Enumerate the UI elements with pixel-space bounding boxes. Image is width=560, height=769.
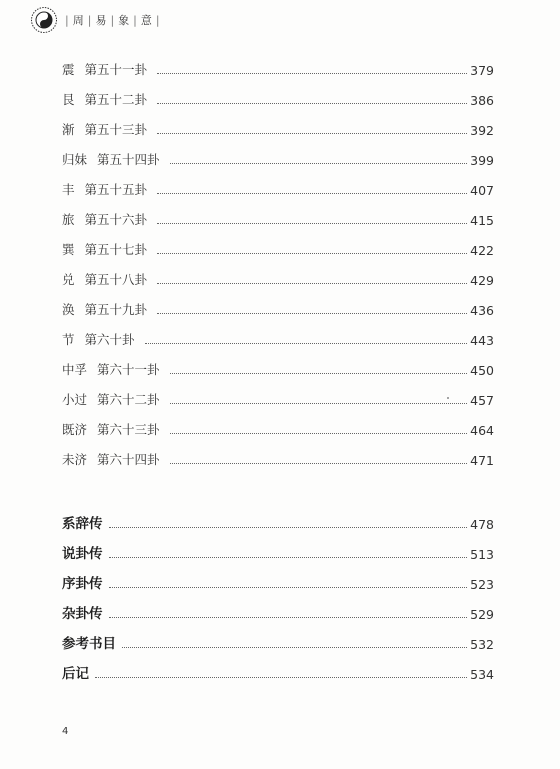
- toc-entry[interactable]: [62, 90, 494, 108]
- hexagram-name: 艮: [62, 92, 75, 107]
- hexagram-name: 渐: [62, 122, 75, 137]
- hexagram-name: 节: [62, 332, 75, 347]
- hexagram-name: 既济: [62, 422, 88, 437]
- hexagram-ordinal: 第六十一卦: [97, 362, 160, 377]
- hexagram-name: 涣: [62, 302, 75, 317]
- dot-leader: [157, 252, 467, 254]
- hexagram-ordinal: 第五十六卦: [84, 212, 148, 227]
- toc-major-entry[interactable]: [62, 664, 494, 682]
- page-number: 436: [470, 303, 494, 318]
- page-number: 443: [470, 333, 494, 348]
- dot-leader: [145, 342, 468, 344]
- page-number: 399: [470, 153, 494, 168]
- toc-major-entry[interactable]: [62, 634, 494, 652]
- hexagram-name: 巽: [62, 242, 75, 257]
- section-title: 说卦传: [62, 546, 103, 562]
- page-number: 415: [470, 213, 494, 228]
- hexagram-ordinal: 第六十二卦: [97, 392, 160, 407]
- section-title: 参考书目: [62, 636, 116, 652]
- dot-leader: [109, 526, 468, 528]
- toc-entry[interactable]: [62, 300, 494, 318]
- page-number: 478: [470, 517, 494, 532]
- hexagram-name: 中孚: [62, 362, 88, 377]
- dot-leader: [157, 102, 467, 104]
- section-title: 后记: [62, 666, 89, 682]
- toc-entry[interactable]: [62, 210, 494, 228]
- toc-entry[interactable]: [62, 420, 494, 438]
- page-number: 534: [470, 667, 494, 682]
- hexagram-name: 丰: [62, 182, 75, 197]
- toc-entry[interactable]: [62, 240, 494, 258]
- dot-leader: [95, 676, 467, 678]
- hexagram-name: 归妹: [62, 152, 88, 167]
- toc-major-entry[interactable]: [62, 574, 494, 592]
- hexagram-ordinal: 第五十五卦: [84, 182, 148, 197]
- page-number: 457: [470, 393, 494, 408]
- hexagram-ordinal: 第五十八卦: [84, 272, 148, 287]
- dot-leader: [157, 312, 467, 314]
- toc-entry[interactable]: [62, 180, 494, 198]
- dot-leader: [157, 282, 467, 284]
- page-number: 513: [470, 547, 494, 562]
- page-number: 529: [470, 607, 494, 622]
- page-number: 392: [470, 123, 494, 138]
- dot-leader: [170, 162, 468, 164]
- hexagram-ordinal: 第六十四卦: [97, 452, 160, 467]
- toc-major-entry[interactable]: [62, 514, 494, 532]
- section-title: 系辞传: [62, 516, 103, 532]
- page-folio: 4: [62, 726, 69, 737]
- dot-leader: [109, 556, 468, 558]
- hexagram-ordinal: 第五十九卦: [84, 302, 148, 317]
- dot-leader: [122, 646, 467, 648]
- hexagram-name: 兑: [62, 272, 75, 287]
- toc-entry[interactable]: [62, 450, 494, 468]
- dot-leader: [109, 616, 468, 618]
- toc-entry[interactable]: [62, 120, 494, 138]
- dot-leader: [170, 432, 468, 434]
- toc-entry[interactable]: [62, 330, 494, 348]
- hexagram-ordinal: 第六十三卦: [97, 422, 160, 437]
- hexagram-name: 小过: [62, 392, 88, 407]
- dot-leader: [157, 222, 467, 224]
- scan-speck: [447, 397, 449, 399]
- toc-entry[interactable]: [62, 60, 494, 78]
- page-number: 523: [470, 577, 494, 592]
- taiji-emblem-icon: [30, 6, 58, 34]
- section-title: 杂卦传: [62, 606, 103, 622]
- hexagram-ordinal: 第五十四卦: [97, 152, 160, 167]
- hexagram-ordinal: 第五十七卦: [84, 242, 148, 257]
- page-number: 407: [470, 183, 494, 198]
- dot-leader: [170, 372, 468, 374]
- dot-leader: [170, 402, 468, 404]
- hexagram-ordinal: 第五十二卦: [84, 92, 148, 107]
- page-number: 379: [470, 63, 494, 78]
- page-number: 450: [470, 363, 494, 378]
- hexagram-name: 旅: [62, 212, 75, 227]
- section-title: 序卦传: [62, 576, 103, 592]
- page-number: 471: [470, 453, 494, 468]
- hexagram-ordinal: 第五十三卦: [84, 122, 148, 137]
- page-number: 464: [470, 423, 494, 438]
- hexagram-name: 未济: [62, 452, 88, 467]
- hexagram-name: 震: [62, 62, 75, 77]
- toc-entry[interactable]: [62, 360, 494, 378]
- dot-leader: [157, 192, 467, 194]
- toc-major-entry[interactable]: [62, 544, 494, 562]
- page-number: 532: [470, 637, 494, 652]
- dot-leader: [170, 462, 468, 464]
- page-number: 429: [470, 273, 494, 288]
- running-header: [30, 6, 164, 34]
- page-number: 422: [470, 243, 494, 258]
- toc-entry[interactable]: [62, 270, 494, 288]
- page-number: 386: [470, 93, 494, 108]
- dot-leader: [109, 586, 468, 588]
- dot-leader: [157, 132, 467, 134]
- hexagram-ordinal: 第六十卦: [84, 332, 135, 347]
- dot-leader: [157, 72, 467, 74]
- toc-major-entry[interactable]: [62, 604, 494, 622]
- toc-entry[interactable]: [62, 150, 494, 168]
- toc-entry[interactable]: [62, 390, 494, 408]
- running-title: | 周 | 易 | 象 | 意 |: [65, 14, 161, 27]
- hexagram-ordinal: 第五十一卦: [84, 62, 148, 77]
